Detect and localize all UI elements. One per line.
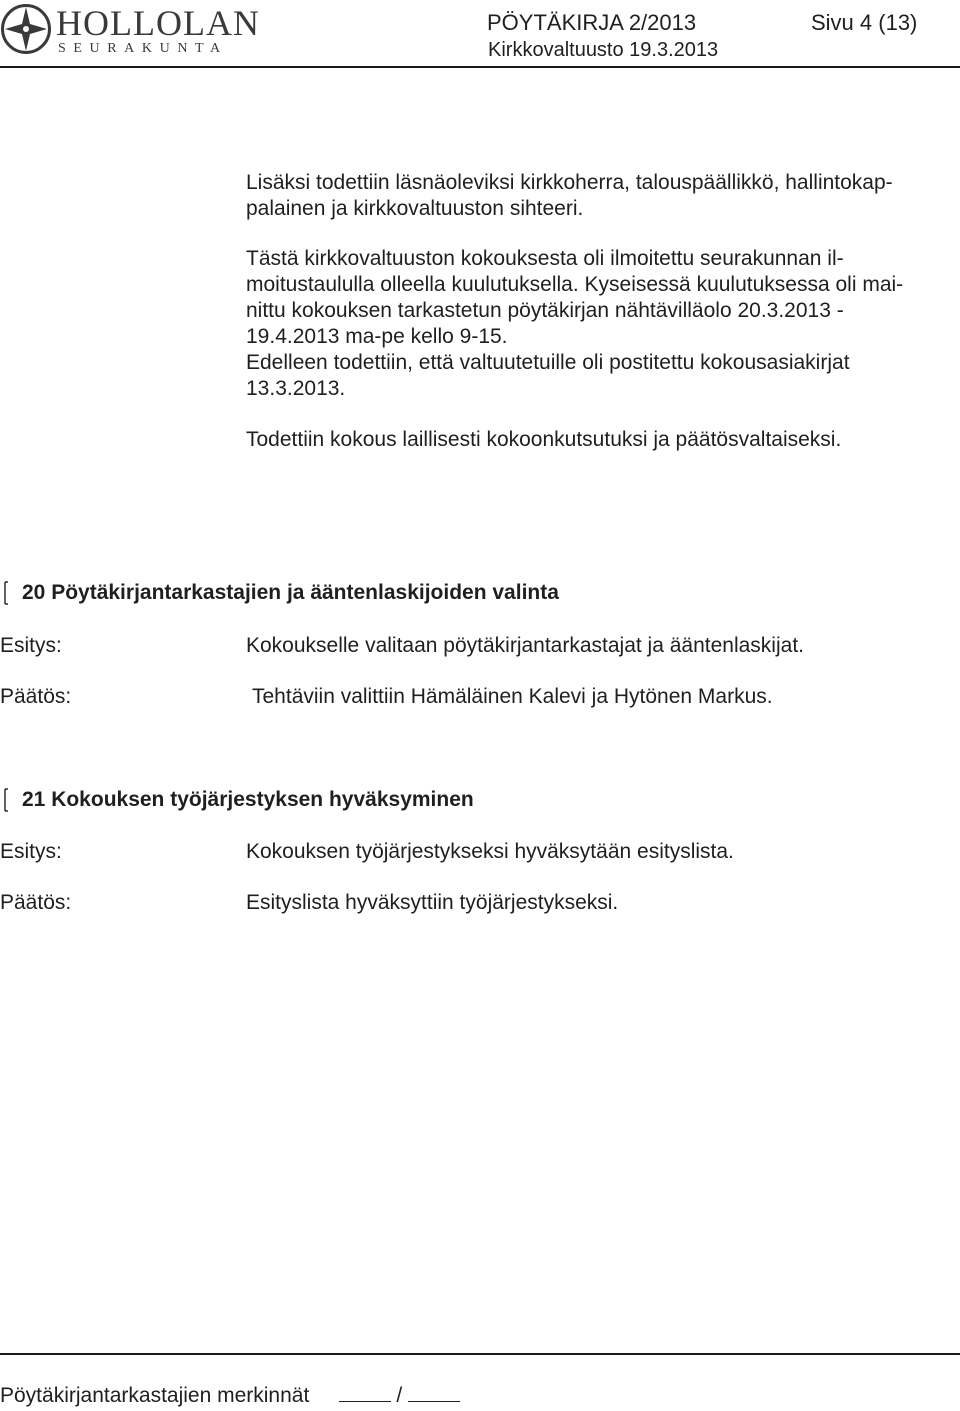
- esitys-label: Esitys:: [0, 634, 62, 657]
- cross-emblem-icon: [0, 2, 52, 56]
- section-heading: 20 Pöytäkirjantarkastajien ja ääntenlaskijoiden valinta: [22, 581, 559, 604]
- esitys-label: Esitys:: [0, 840, 62, 863]
- initials-blank: [339, 1381, 391, 1402]
- header-divider: [0, 66, 960, 68]
- section-mark-icon: [0, 580, 8, 606]
- parish-logo: [0, 2, 280, 60]
- intro-line: 19.4.2013 ma-pe kello 9-15.: [246, 325, 508, 348]
- logo-name: HOLLOLAN: [56, 3, 260, 43]
- intro-line: Edelleen todettiin, että valtuutetuille oli postitettu kokousasiakirjat: [246, 351, 850, 374]
- page-number: Sivu 4 (13): [811, 10, 918, 35]
- intro-line: Todettiin kokous laillisesti kokoonkutsutuksi ja päätösvaltaiseksi.: [246, 428, 842, 451]
- paatos-text: Esityslista hyväksyttiin työjärjestykseksi.: [246, 891, 619, 914]
- document-title: PÖYTÄKIRJA 2/2013: [487, 10, 697, 35]
- footer-separator: /: [396, 1384, 403, 1407]
- section-heading: 21 Kokouksen työjärjestyksen hyväksyminen: [22, 788, 474, 811]
- initials-blank: [408, 1381, 460, 1402]
- paatos-label: Päätös:: [0, 891, 72, 914]
- meeting-name: Kirkkovaltuusto 19.3.2013: [488, 39, 719, 61]
- footer-signature-line: [0, 1381, 460, 1409]
- esitys-text: Kokouksen työjärjestykseksi hyväksytään esityslista.: [246, 840, 734, 863]
- logo-subtitle: SEURAKUNTA: [58, 41, 228, 56]
- footer-divider: [0, 1353, 960, 1355]
- intro-line: Tästä kirkkovaltuuston kokouksesta oli ilmoitettu seurakunnan il-: [246, 247, 844, 270]
- intro-line: palainen ja kirkkovaltuuston sihteeri.: [246, 197, 584, 220]
- intro-line: 13.3.2013.: [246, 377, 346, 400]
- intro-line: nittu kokouksen tarkastetun pöytäkirjan nähtävilläolo 20.3.2013 -: [246, 299, 844, 322]
- footer-label: Pöytäkirjantarkastajien merkinnät: [0, 1384, 310, 1407]
- section-mark-icon: [0, 787, 8, 813]
- paatos-label: Päätös:: [0, 685, 72, 708]
- intro-line: Lisäksi todettiin läsnäoleviksi kirkkoherra, talouspäällikkö, hallintokap-: [246, 171, 893, 194]
- esitys-text: Kokoukselle valitaan pöytäkirjantarkastajat ja ääntenlaskijat.: [246, 634, 804, 657]
- paatos-text: Tehtäviin valittiin Hämäläinen Kalevi ja Hytönen Markus.: [252, 685, 773, 708]
- intro-line: moitustaululla olleella kuulutuksella. Kyseisessä kuulutuksessa oli mai-: [246, 273, 904, 296]
